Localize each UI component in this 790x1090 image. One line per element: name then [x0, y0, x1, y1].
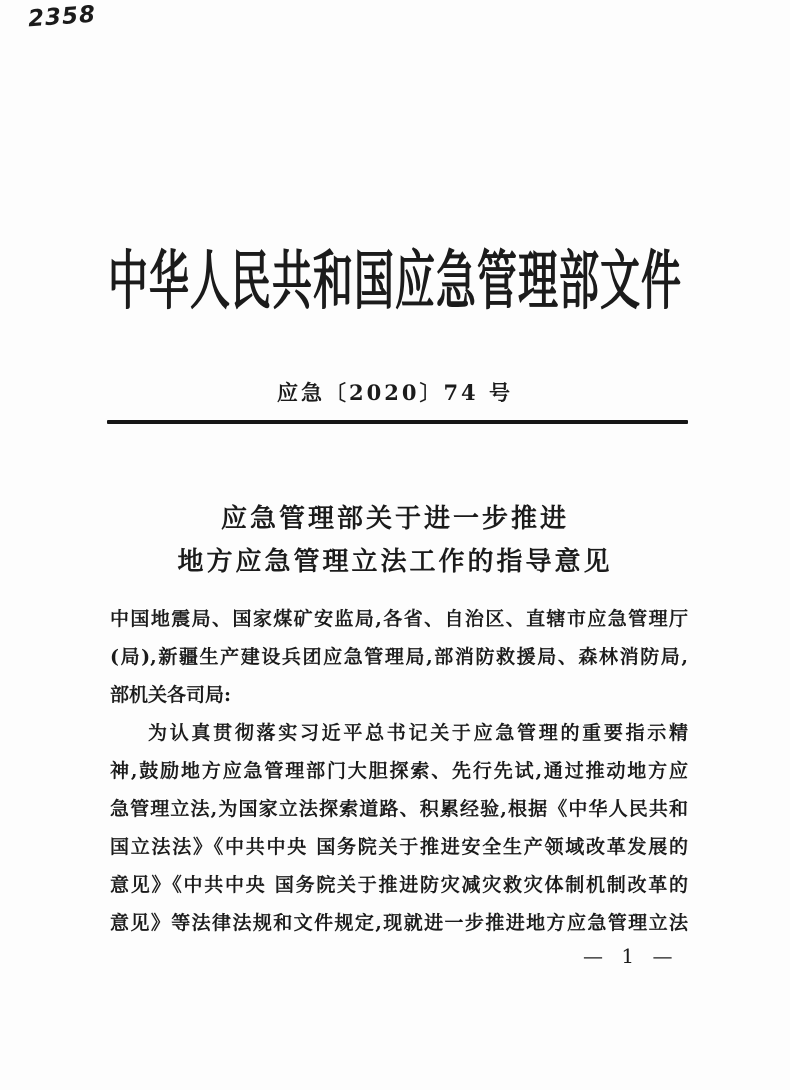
- document-title-line-1: 应急管理部关于进一步推进: [220, 504, 569, 534]
- body-line: 为认真贯彻落实习近平总书记关于应急管理的重要指示精: [148, 722, 688, 744]
- document-body: [110, 600, 688, 942]
- document-number: 应急〔2020〕74 号: [277, 380, 513, 405]
- handwritten-number: 2358: [27, 1, 97, 33]
- letterhead-divider: [107, 420, 688, 424]
- body-line: 急管理立法,为国家立法探索道路、积累经验,根据《中华人民共和: [110, 798, 688, 820]
- document-title: [0, 498, 790, 584]
- document-title-line-2: 地方应急管理立法工作的指导意见: [177, 547, 613, 577]
- page-number: — 1 —: [583, 944, 674, 968]
- recipient-line: (局),新疆生产建设兵团应急管理局,部消防救援局、森林消防局,: [110, 646, 688, 668]
- body-line: 国立法法》《中共中央 国务院关于推进安全生产领域改革发展的: [110, 836, 688, 858]
- recipient-line: 部机关各司局:: [110, 684, 232, 706]
- body-line: 神,鼓励地方应急管理部门大胆探索、先行先试,通过推动地方应: [110, 760, 688, 782]
- recipient-line: 中国地震局、国家煤矿安监局,各省、自治区、直辖市应急管理厅: [110, 608, 688, 630]
- letterhead-org-title: 中华人民共和国应急管理部文件: [108, 243, 682, 319]
- body-line: 意见》《中共中央 国务院关于推进防灾减灾救灾体制机制改革的: [110, 874, 688, 896]
- body-line: 意见》等法律法规和文件规定,现就进一步推进地方应急管理立法: [110, 912, 688, 934]
